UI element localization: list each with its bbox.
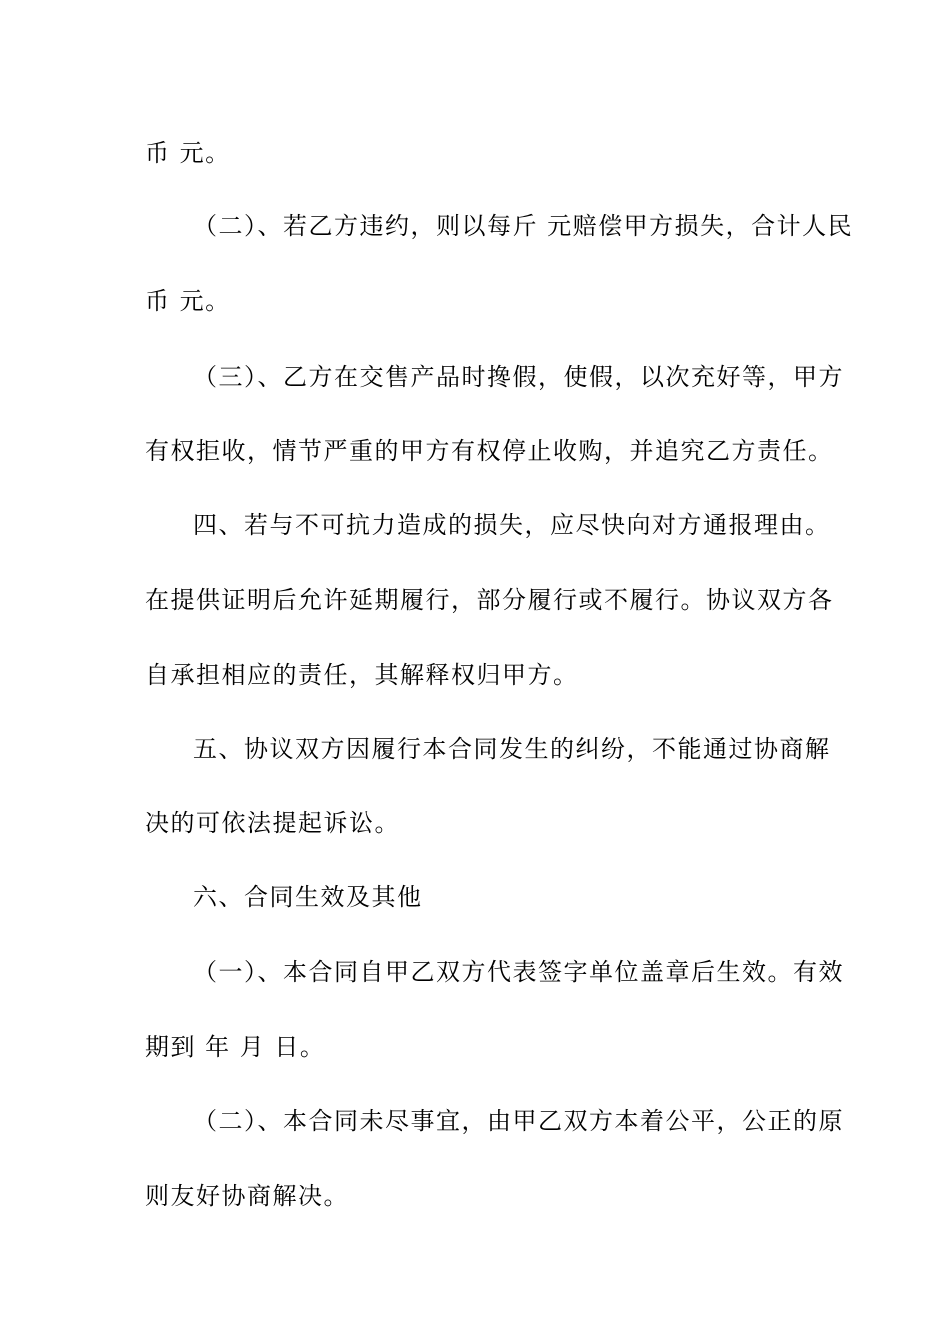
text-line-1: 币 元。 bbox=[145, 139, 231, 167]
text-line-8: 自承担相应的责任，其解释权归甲方。 bbox=[145, 661, 579, 689]
text-line-7: 在提供证明后允许延期履行，部分履行或不履行。协议双方各 bbox=[145, 586, 834, 614]
text-line-15: 则友好协商解决。 bbox=[145, 1182, 349, 1210]
text-line-5: 有权拒收，情节严重的甲方有权停止收购，并追究乙方责任。 bbox=[145, 437, 834, 465]
text-line-9: 五、协议双方因履行本合同发生的纠纷，不能通过协商解 bbox=[193, 735, 831, 763]
section-heading-6: 六、合同生效及其他 bbox=[193, 883, 423, 911]
text-line-4: （三）、乙方在交售产品时搀假，使假，以次充好等，甲方 bbox=[193, 363, 844, 391]
text-line-14: （二）、本合同未尽事宜，由甲乙双方本着公平，公正的原 bbox=[193, 1107, 844, 1135]
text-line-2: （二）、若乙方违约，则以每斤 元赔偿甲方损失，合计人民 bbox=[193, 212, 854, 240]
text-line-10: 决的可依法提起诉讼。 bbox=[145, 809, 400, 837]
text-line-13: 期到 年 月 日。 bbox=[145, 1033, 326, 1061]
text-line-3: 币 元。 bbox=[145, 287, 231, 315]
text-line-6: 四、若与不可抗力造成的损失，应尽快向对方通报理由。 bbox=[193, 511, 831, 539]
text-line-12: （一）、本合同自甲乙双方代表签字单位盖章后生效。有效 bbox=[193, 958, 844, 986]
